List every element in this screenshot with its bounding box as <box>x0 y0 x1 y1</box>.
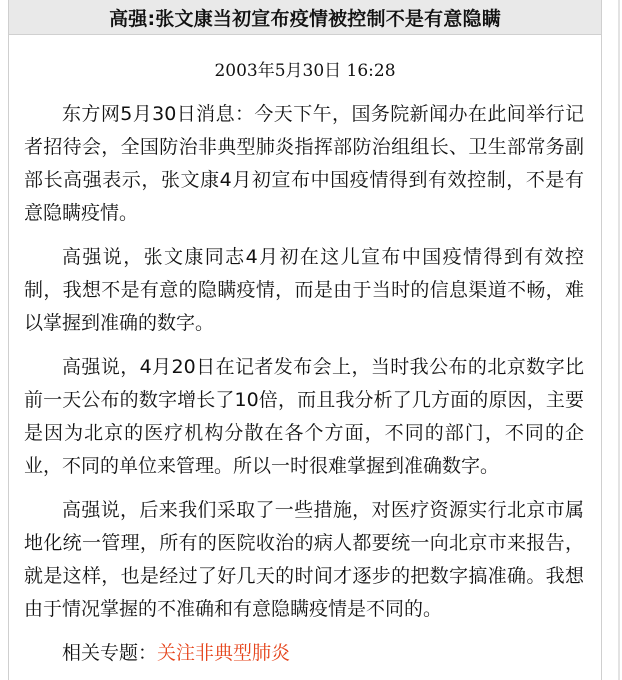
scrollbar-edge <box>618 0 620 680</box>
related-topic <box>24 637 584 670</box>
title-bar <box>9 0 601 35</box>
paragraph: 高强说，4月20日在记者发布会上，当时我公布的北京数字比前一天公布的数字增长了10倍，而且我分析了几方面的原因，主要是因为北京的医疗机构分散在各个方面，不同的部门，不同的企业，不同的单位来管理。所以一时很难掌握到准确数字。 <box>24 356 584 477</box>
paragraph: 东方网5月30日消息：今天下午，国务院新闻办在此间举行记者招待会，全国防治非典型肺炎指挥部防治组组长、卫生部常务副部长高强表示，张文康4月初宣布中国疫情得到有效控制，不是有意隐瞒疫情。 <box>24 103 584 224</box>
article-body <box>24 98 584 670</box>
article-date: 2003年5月30日 16:28 <box>214 61 396 81</box>
article-title: 高强:张文康当初宣布疫情被控制不是有意隐瞒 <box>109 7 501 30</box>
related-label: 相关专题： <box>62 642 158 664</box>
related-topic-link[interactable]: 关注非典型肺炎 <box>157 642 291 664</box>
paragraph: 高强说，张文康同志4月初在这儿宣布中国疫情得到有效控制，我想不是有意的隐瞒疫情，而是由于当时的信息渠道不畅，难以掌握到准确的数字。 <box>24 246 584 334</box>
paragraph: 高强说，后来我们采取了一些措施，对医疗资源实行北京市属地化统一管理，所有的医院收治的病人都要统一向北京市来报告，就是这样，也是经过了好几天的时间才逐步的把数字搞准确。我想由于情况掌握的不准确和有意隐瞒疫情是不同的。 <box>24 499 584 620</box>
